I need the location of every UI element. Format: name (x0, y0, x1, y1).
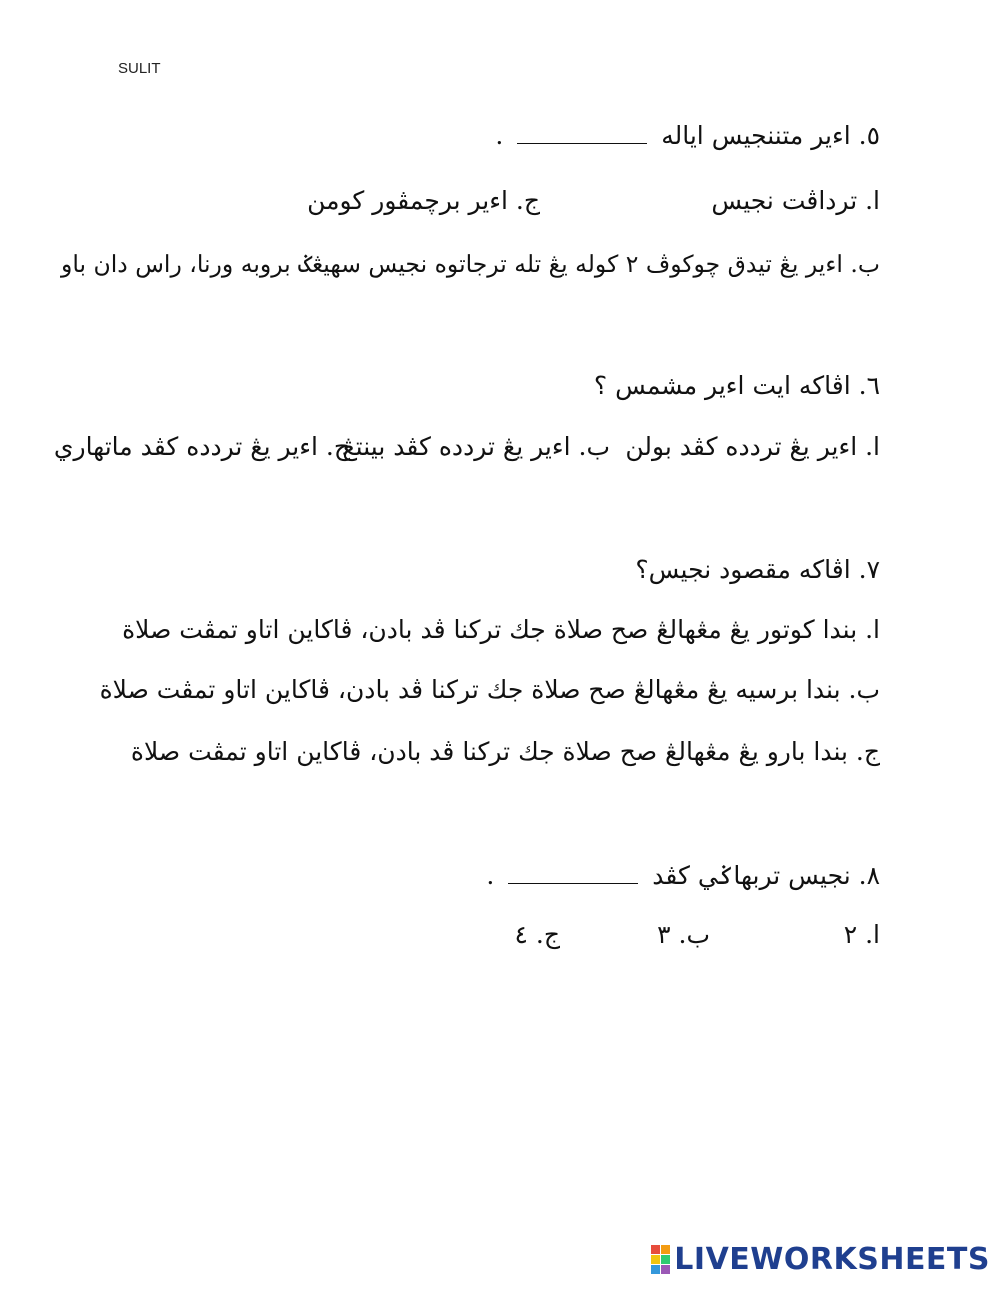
question-8-options-row (460, 920, 880, 956)
question-7-text: ٧. اڤاكه مقصود نجيس؟ (635, 555, 880, 584)
liveworksheets-logo (651, 1242, 990, 1277)
question-8-text: ٨. نجيس تربهاݢي كڤد (652, 861, 880, 890)
question-6-option-b[interactable]: ب. اءير يڠ تردده كڤد بينتڠ (342, 432, 610, 461)
question-5 (495, 118, 880, 154)
question-8-option-b[interactable]: ب. ٣ (657, 920, 710, 949)
question-5-text: ٥. اءير متننجيس اياله (661, 121, 880, 150)
question-5-option-c[interactable]: ج. اءير برچمڤور كومن (307, 186, 540, 215)
question-5-option-a[interactable]: ا. ترداڤت نجيس (711, 186, 880, 215)
logo-mark-cell (651, 1265, 660, 1274)
question-6-option-c[interactable]: ج. اءير يڠ تردده كڤد ماتهاري (53, 432, 350, 461)
question-5-blank[interactable] (517, 123, 647, 144)
question-6-option-a[interactable]: ا. اءير يڠ تردده كڤد بولن (625, 432, 880, 461)
question-8 (486, 858, 880, 894)
question-7-option-b[interactable]: ب. بندا برسيه يڠ مڠهالڠ صح صلاة جك تركنا ڤد بادن، ڤاكاين اتاو تمڤت صلاة (99, 675, 880, 704)
question-5-end: . (495, 121, 504, 150)
logo-mark-cell (651, 1255, 660, 1264)
question-5-options-row (120, 186, 880, 222)
logo-mark-cell (661, 1255, 670, 1264)
logo-text: LIVEWORKSHEETS (674, 1242, 990, 1277)
logo-mark-cell (651, 1245, 660, 1254)
question-8-option-c[interactable]: ج. ٤ (514, 920, 560, 949)
question-8-end: . (486, 861, 495, 890)
question-6-text: ٦. اڤاكه ايت اءير مشمس ؟ (593, 371, 880, 400)
question-6-options-row (53, 432, 880, 468)
question-8-option-a[interactable]: ا. ٢ (843, 920, 880, 949)
question-7-option-c[interactable]: ج. بندا بارو يڠ مڠهالڠ صح صلاة جك تركنا ڤد بادن، ڤاكاين اتاو تمڤت صلاة (130, 737, 880, 766)
logo-mark-icon (651, 1245, 670, 1274)
logo-mark-cell (661, 1245, 670, 1254)
header-label: SULIT (118, 60, 161, 77)
question-8-blank[interactable] (508, 863, 638, 884)
question-5-option-b[interactable]: ب. اءير يڠ تيدق چوكوڤ ٢ كوله يڠ تله ترجاتوه نجيس سهيڠݢ بروبه ورنا، راس دان باو (61, 250, 880, 278)
question-7-option-a[interactable]: ا. بندا كوتور يڠ مڠهالڠ صح صلاة جك تركنا ڤد بادن، ڤاكاين اتاو تمڤت صلاة (122, 615, 880, 644)
logo-mark-cell (661, 1265, 670, 1274)
